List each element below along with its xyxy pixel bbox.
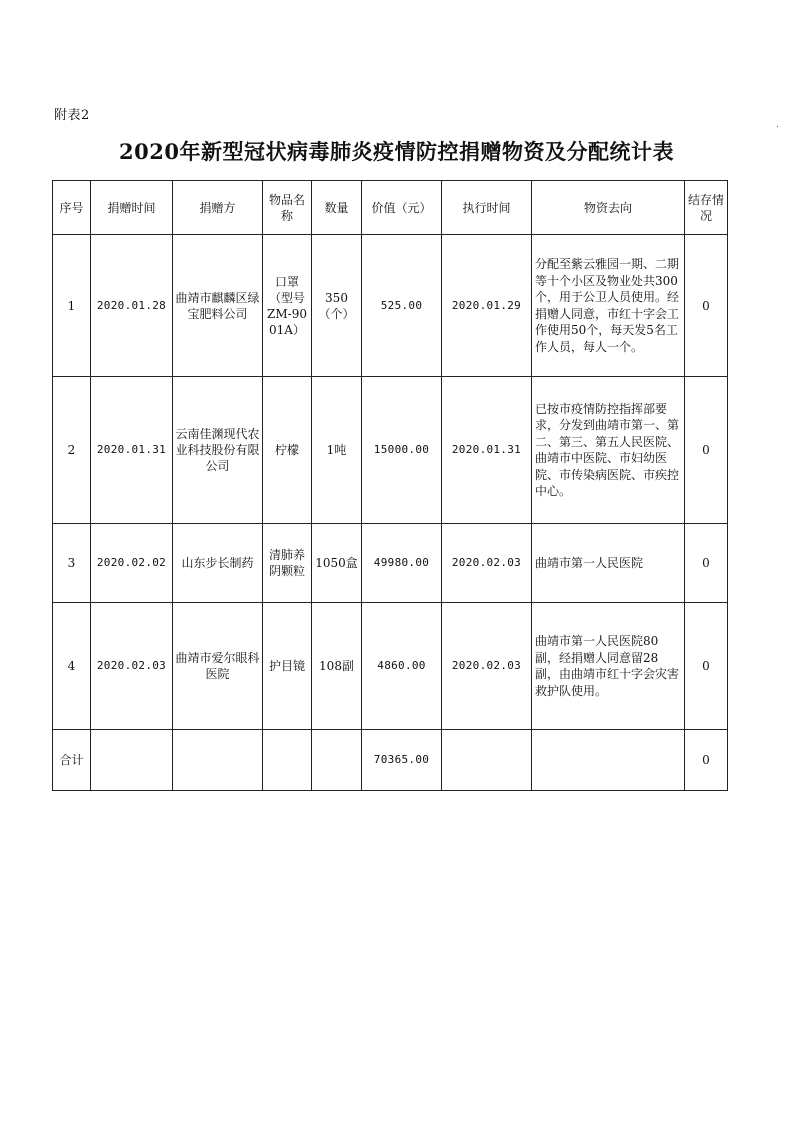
header-exec-date: 执行时间 [442, 181, 532, 235]
total-value: 70365.00 [362, 730, 442, 791]
cell-qty: 350（个） [312, 235, 362, 377]
cell-donor: 山东步长制药 [173, 524, 263, 603]
cell-qty: 1吨 [312, 377, 362, 524]
header-destination: 物资去向 [532, 181, 685, 235]
cell-exec-date: 2020.01.29 [442, 235, 532, 377]
cell-balance: 0 [685, 235, 728, 377]
cell-seq: 3 [53, 524, 91, 603]
cell-item: 柠檬 [263, 377, 312, 524]
annex-label: 附表2 [54, 108, 90, 123]
cell-balance: 0 [685, 524, 728, 603]
cell-seq: 4 [53, 603, 91, 730]
cell-donate-date: 2020.02.03 [91, 603, 173, 730]
cell-destination: 分配至紫云雅园一期、二期等十个小区及物业处共300个，用于公卫人员使用。经捐赠人同意，市红十字会工作使用50个，每天发5名工作人员，每人一个。 [532, 235, 685, 377]
cell-donor: 云南佳渊现代农业科技股份有限公司 [173, 377, 263, 524]
header-balance: 结存情况 [685, 181, 728, 235]
empty-cell [173, 730, 263, 791]
empty-cell [442, 730, 532, 791]
total-balance: 0 [685, 730, 728, 791]
cell-balance: 0 [685, 603, 728, 730]
empty-cell [532, 730, 685, 791]
table-row [53, 235, 728, 377]
total-row [53, 730, 728, 791]
cell-destination: 曲靖市第一人民医院 [532, 524, 685, 603]
header-donor: 捐赠方 [173, 181, 263, 235]
table-row [53, 377, 728, 524]
cell-value: 525.00 [362, 235, 442, 377]
cell-donate-date: 2020.02.02 [91, 524, 173, 603]
donation-statistics-table [52, 180, 728, 791]
cell-qty: 1050盒 [312, 524, 362, 603]
total-label: 合计 [53, 730, 91, 791]
table-header-row [53, 181, 728, 235]
header-seq: 序号 [53, 181, 91, 235]
cell-destination: 已按市疫情防控指挥部要求，分发到曲靖市第一、第二、第三、第五人民医院、曲靖市中医院、市妇幼医院、市传染病医院、市疾控中心。 [532, 377, 685, 524]
cell-seq: 1 [53, 235, 91, 377]
header-item: 物品名称 [263, 181, 312, 235]
table-row [53, 603, 728, 730]
cell-item: 口罩（型号ZM-9001A） [263, 235, 312, 377]
scan-edge-marks: . [776, 120, 779, 130]
empty-cell [312, 730, 362, 791]
header-value: 价值（元） [362, 181, 442, 235]
cell-exec-date: 2020.01.31 [442, 377, 532, 524]
cell-value: 49980.00 [362, 524, 442, 603]
cell-donor: 曲靖市爱尔眼科医院 [173, 603, 263, 730]
header-qty: 数量 [312, 181, 362, 235]
cell-donor: 曲靖市麒麟区绿宝肥料公司 [173, 235, 263, 377]
cell-value: 4860.00 [362, 603, 442, 730]
empty-cell [263, 730, 312, 791]
cell-donate-date: 2020.01.28 [91, 235, 173, 377]
cell-item: 护目镜 [263, 603, 312, 730]
cell-seq: 2 [53, 377, 91, 524]
cell-donate-date: 2020.01.31 [91, 377, 173, 524]
empty-cell [91, 730, 173, 791]
cell-value: 15000.00 [362, 377, 442, 524]
cell-balance: 0 [685, 377, 728, 524]
header-donate-date: 捐赠时间 [91, 181, 173, 235]
page-title: 2020年新型冠状病毒肺炎疫情防控捐赠物资及分配统计表 [119, 139, 674, 164]
cell-item: 清肺养阴颗粒 [263, 524, 312, 603]
table-row [53, 524, 728, 603]
cell-exec-date: 2020.02.03 [442, 524, 532, 603]
cell-exec-date: 2020.02.03 [442, 603, 532, 730]
cell-qty: 108副 [312, 603, 362, 730]
cell-destination: 曲靖市第一人民医院80副，经捐赠人同意留28副，由曲靖市红十字会灾害救护队使用。 [532, 603, 685, 730]
